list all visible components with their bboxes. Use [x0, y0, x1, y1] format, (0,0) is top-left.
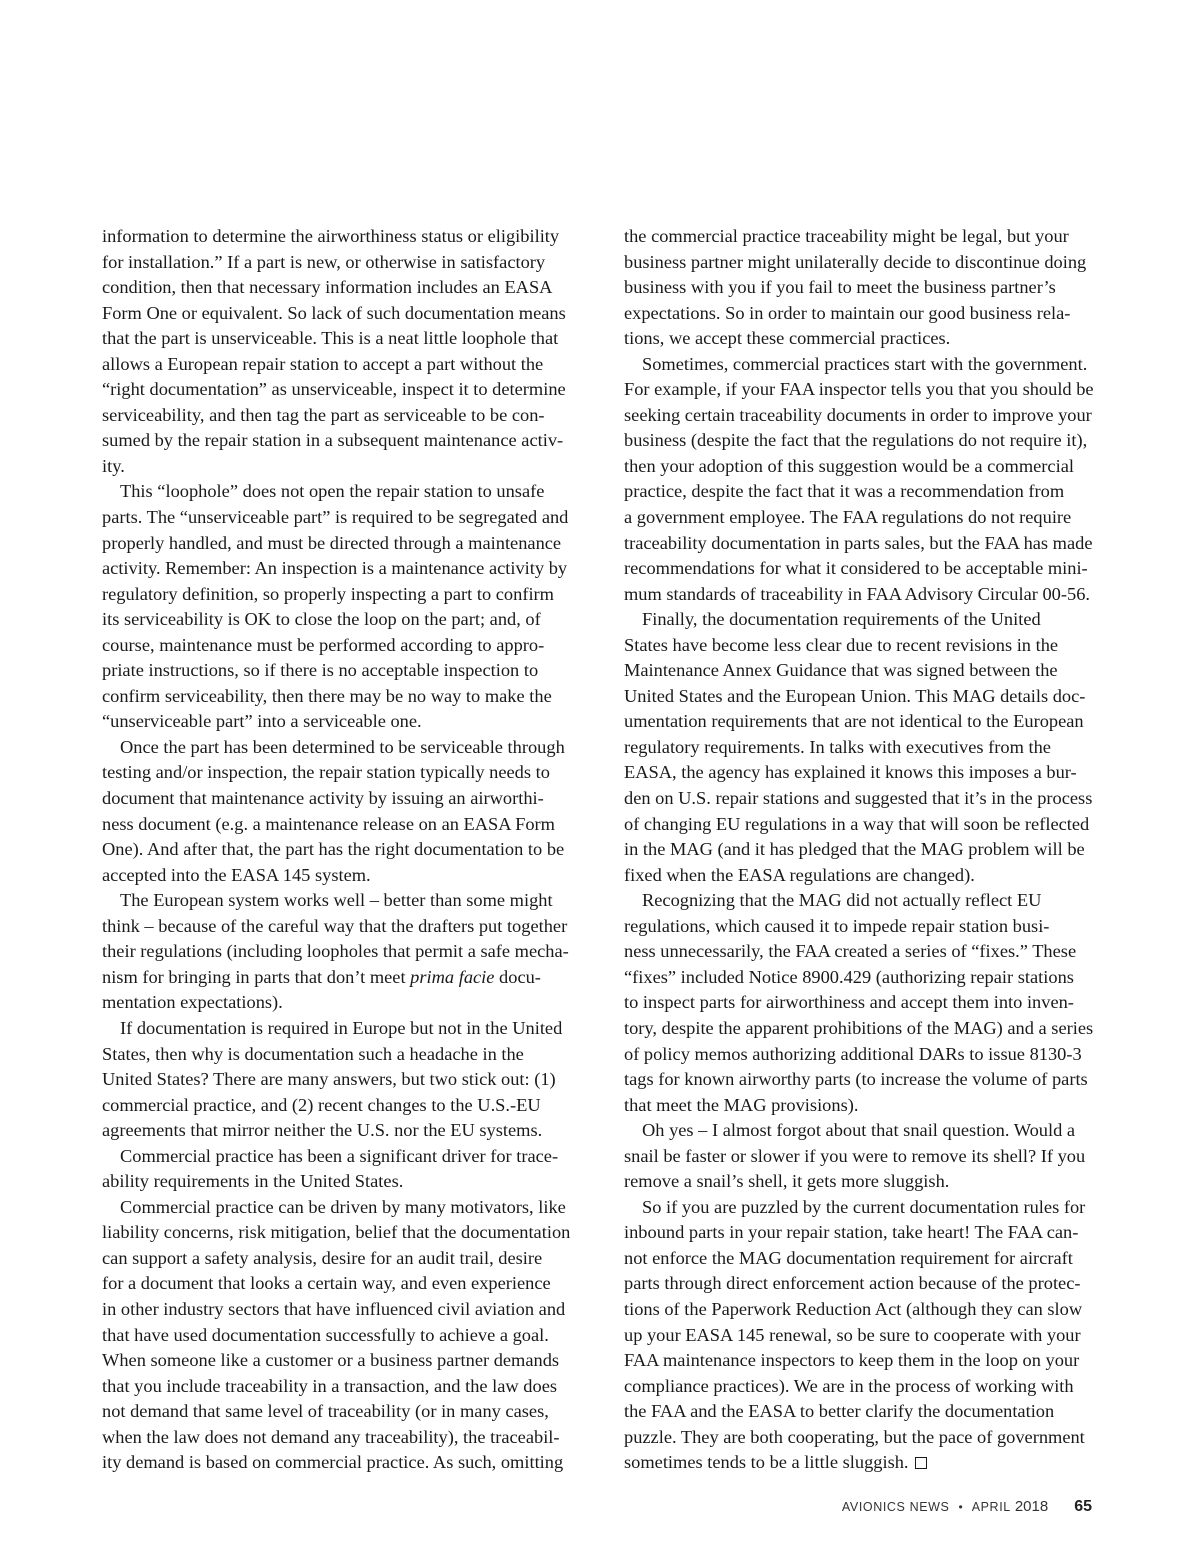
text-line: tags for known airworthy parts (to increase the volume of parts: [624, 1069, 1088, 1090]
issue-year: 2018: [1014, 1498, 1049, 1515]
text-line: Recognizing that the MAG did not actually reflect EU: [642, 890, 1042, 911]
text-line: ity.: [102, 455, 125, 476]
text-line: in other industry sectors that have influenced civil aviation and: [102, 1298, 566, 1319]
text-line: Sometimes, commercial practices start with the government.: [642, 353, 1088, 374]
text-line: States, then why is documentation such a headache in the: [102, 1043, 524, 1064]
text-line: mum standards of traceability in FAA Advisory Circular 00-56.: [624, 583, 1090, 604]
text-line: business with you if you fail to meet the business partner’s: [624, 277, 1056, 298]
text-line: Oh yes – I almost forgot about that snail question. Would a: [642, 1120, 1076, 1141]
text-line: expectations. So in order to maintain our good business rela-: [624, 302, 1071, 323]
text-line: umentation requirements that are not identical to the European: [624, 711, 1084, 732]
text-line: Commercial practice has been a significant driver for trace-: [120, 1145, 559, 1166]
issue-month: APRIL: [971, 1500, 1011, 1514]
text-line: then your adoption of this suggestion would be a commercial: [624, 455, 1074, 476]
text-line: for a document that looks a certain way, and even experience: [102, 1273, 551, 1294]
italic-phrase: prima facie: [410, 966, 495, 987]
text-line: their regulations (including loopholes that permit a safe mecha-: [102, 941, 569, 962]
text-line: practice, despite the fact that it was a recommendation from: [624, 481, 1065, 502]
text-line: allows a European repair station to accept a part without the: [102, 353, 544, 374]
text-line: ness document (e.g. a maintenance release on an EASA Form: [102, 813, 555, 834]
text-line: to inspect parts for airworthiness and accept them into inven-: [624, 992, 1074, 1013]
text-line: Once the part has been determined to be serviceable through: [120, 736, 565, 757]
text-line: business partner might unilaterally decide to discontinue doing: [624, 251, 1087, 272]
text-line: remove a snail’s shell, it gets more sluggish.: [624, 1171, 950, 1192]
text-line: course, maintenance must be performed according to appro-: [102, 634, 545, 655]
text-line: tions, we accept these commercial practices.: [624, 328, 951, 349]
text-line: Maintenance Annex Guidance that was signed between the: [624, 660, 1058, 681]
text-line: activity. Remember: An inspection is a maintenance activity by: [102, 558, 568, 579]
text-line: document that maintenance activity by issuing an airworthi-: [102, 788, 544, 809]
text-line: serviceability, and then tag the part as serviceable to be con-: [102, 404, 545, 425]
text-line: the commercial practice traceability might be legal, but your: [624, 226, 1069, 246]
text-line: accepted into the EASA 145 system.: [102, 864, 371, 885]
text-line: compliance practices). We are in the process of working with: [624, 1375, 1074, 1396]
text-line: that meet the MAG provisions).: [624, 1094, 859, 1115]
text-line: a government employee. The FAA regulations do not require: [624, 507, 1072, 528]
text-line: not enforce the MAG documentation requirement for aircraft: [624, 1247, 1073, 1268]
text-line: up your EASA 145 renewal, so be sure to cooperate with your: [624, 1324, 1081, 1345]
text-line: condition, then that necessary information includes an EASA: [102, 277, 553, 298]
page-number: 65: [1074, 1498, 1092, 1515]
text-line: priate instructions, so if there is no acceptable inspection to: [102, 660, 539, 681]
text-line: Finally, the documentation requirements of the United: [642, 609, 1041, 630]
text-line: that you include traceability in a transaction, and the law does: [102, 1375, 558, 1396]
text-line: The European system works well – better than some might: [120, 890, 553, 911]
text-line: traceability documentation in parts sales, but the FAA has made: [624, 532, 1093, 553]
text-line: when the law does not demand any traceability), the traceabil-: [102, 1426, 560, 1447]
text-line: testing and/or inspection, the repair station typically needs to: [102, 762, 550, 783]
text-line: parts. The “unserviceable part” is required to be segregated and: [102, 507, 569, 528]
text-line: fixed when the EASA regulations are changed).: [624, 864, 975, 885]
text-line: regulatory definition, so properly inspecting a part to confirm: [102, 583, 554, 604]
text-line: mentation expectations).: [102, 992, 283, 1013]
text-line: inbound parts in your repair station, take heart! The FAA can-: [624, 1222, 1079, 1243]
text-line: sometimes tends to be a little sluggish.: [624, 1450, 1116, 1476]
text-line: Form One or equivalent. So lack of such documentation means: [102, 302, 566, 323]
text-line: ity demand is based on commercial practice. As such, omitting: [102, 1452, 564, 1473]
text-line: for installation.” If a part is new, or otherwise in satisfactory: [102, 251, 546, 272]
text-line: FAA maintenance inspectors to keep them in the loop on your: [624, 1350, 1080, 1371]
text-line: regulations, which caused it to impede repair station busi-: [624, 915, 1050, 936]
text-line: ability requirements in the United States.: [102, 1171, 404, 1192]
article-column-right: [624, 224, 1116, 1476]
text-line: This “loophole” does not open the repair station to unsafe: [120, 481, 545, 502]
text-line: When someone like a customer or a business partner demands: [102, 1350, 560, 1371]
text-line: States have become less clear due to recent revisions in the: [624, 634, 1059, 655]
footer-separator: •: [958, 1500, 963, 1514]
text-line: business (despite the fact that the regulations do not require it),: [624, 430, 1088, 451]
text-line: confirm serviceability, then there may be no way to make the: [102, 685, 552, 706]
text-line: properly handled, and must be directed through a maintenance: [102, 532, 562, 553]
text-line: Commercial practice can be driven by many motivators, like: [120, 1196, 566, 1217]
text-line: den on U.S. repair stations and suggested that it’s in the process: [624, 788, 1093, 809]
text-line: “fixes” included Notice 8900.429 (authorizing repair stations: [624, 966, 1074, 987]
text-line: regulatory requirements. In talks with executives from the: [624, 736, 1051, 757]
text-line: the FAA and the EASA to better clarify the documentation: [624, 1401, 1055, 1422]
text-line: sumed by the repair station in a subsequent maintenance activ-: [102, 430, 564, 451]
text-line: One). And after that, the part has the right documentation to be: [102, 839, 565, 860]
text-line: agreements that mirror neither the U.S. nor the EU systems.: [102, 1120, 543, 1141]
text-line: tory, despite the apparent prohibitions of the MAG) and a series: [624, 1017, 1094, 1038]
text-line: United States and the European Union. This MAG details doc-: [624, 685, 1086, 706]
text-line: “unserviceable part” into a serviceable one.: [102, 711, 422, 732]
text-line: EASA, the agency has explained it knows this imposes a bur-: [624, 762, 1077, 783]
text-line: For example, if your FAA inspector tells you that you should be: [624, 379, 1094, 400]
text-line: in the MAG (and it has pledged that the MAG problem will be: [624, 839, 1085, 860]
text-line: ness unnecessarily, the FAA created a series of “fixes.” These: [624, 941, 1077, 962]
text-line: recommendations for what it considered to be acceptable mini-: [624, 558, 1088, 579]
text-line: think – because of the careful way that the drafters put together: [102, 915, 568, 936]
publication-name: AVIONICS NEWS: [841, 1500, 950, 1514]
text-line: So if you are puzzled by the current documentation rules for: [642, 1196, 1086, 1217]
text-line: not demand that same level of traceability (or in many cases,: [102, 1401, 549, 1422]
end-of-article-mark-icon: [915, 1457, 927, 1469]
text-line: information to determine the airworthiness status or eligibility: [102, 226, 560, 246]
text-line: parts through direct enforcement action because of the protec-: [624, 1273, 1081, 1294]
text-line: that have used documentation successfully to achieve a goal.: [102, 1324, 549, 1345]
article-column-left: [102, 224, 590, 1476]
page-footer: [842, 1498, 1092, 1522]
text-line: If documentation is required in Europe but not in the United: [120, 1017, 563, 1038]
text-line: of policy memos authorizing additional DARs to issue 8130-3: [624, 1043, 1082, 1064]
text-line: tions of the Paperwork Reduction Act (although they can slow: [624, 1298, 1083, 1319]
text-line: that the part is unserviceable. This is a neat little loophole that: [102, 328, 559, 349]
text-line: “right documentation” as unserviceable, inspect it to determine: [102, 379, 566, 400]
text-line: seeking certain traceability documents in order to improve your: [624, 404, 1092, 425]
text-line: puzzle. They are both cooperating, but the pace of government: [624, 1426, 1085, 1447]
text-line: nism for bringing in parts that don’t meet prima facie docu-: [102, 966, 541, 987]
text-line: snail be faster or slower if you were to remove its shell? If you: [624, 1145, 1086, 1166]
text-line: United States? There are many answers, but two stick out: (1): [102, 1069, 556, 1090]
text-line: liability concerns, risk mitigation, belief that the documentation: [102, 1222, 571, 1243]
text-line: commercial practice, and (2) recent changes to the U.S.-EU: [102, 1094, 541, 1115]
text-line: of changing EU regulations in a way that will soon be reflected: [624, 813, 1090, 834]
text-line: its serviceability is OK to close the loop on the part; and, of: [102, 609, 541, 630]
text-line: can support a safety analysis, desire for an audit trail, desire: [102, 1247, 543, 1268]
